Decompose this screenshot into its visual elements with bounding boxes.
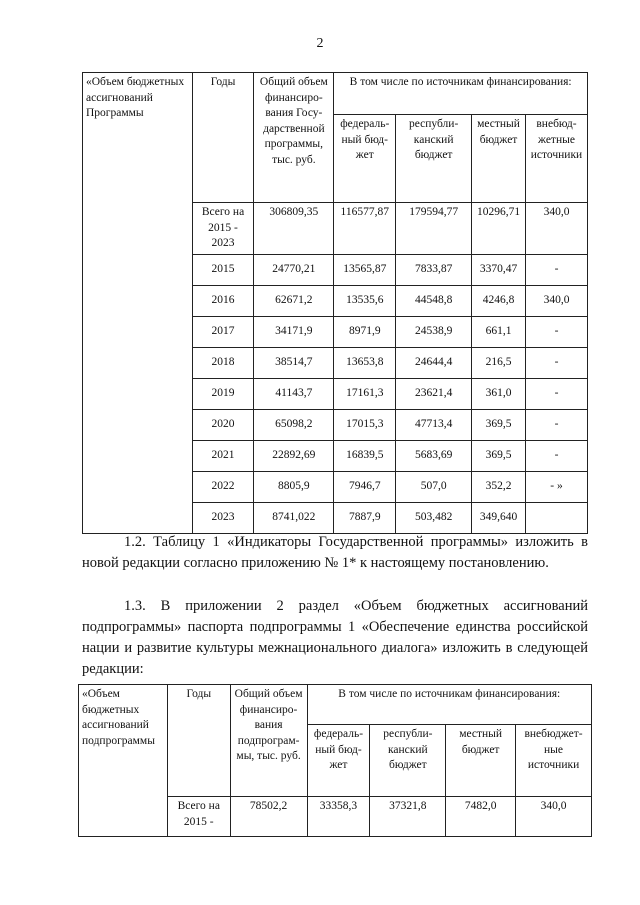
republic-cell: 507,0 [396, 472, 472, 503]
year-cell: 2017 [192, 317, 254, 348]
row-label-cell: «Объем бюджетных ассигнований подпрограммы [79, 685, 168, 837]
total-header: Общий объем финансиро-вания подпрограм-мы, тыс. руб. [230, 685, 307, 797]
extra-cell: - [526, 441, 588, 472]
extra-cell: - [526, 410, 588, 441]
year-cell: 2015 [192, 255, 254, 286]
extra-cell: 340,0 [526, 286, 588, 317]
total-cell: 8805,9 [254, 472, 334, 503]
total-header: Общий объем финансиро-вания Госу-дарственной программы, тыс. руб. [254, 73, 334, 203]
paragraph-1-2: 1.2. Таблицу 1 «Индикаторы Государственной программы» изложить в новой редакции согласно приложению № 1* к настоящему постановлению. [82, 534, 588, 571]
total-cell: 8741,022 [254, 503, 334, 534]
federal-cell: 16839,5 [334, 441, 396, 472]
republic-header: республи-канский бюджет [396, 115, 472, 203]
federal-cell: 17161,3 [334, 379, 396, 410]
local-cell: 369,5 [472, 441, 526, 472]
republic-header: республи-канский бюджет [370, 725, 446, 797]
year-cell: 2019 [192, 379, 254, 410]
republic-cell: 44548,8 [396, 286, 472, 317]
subprogram-funding-table [78, 684, 592, 837]
federal-cell: 116577,87 [334, 203, 396, 255]
extra-cell: 340,0 [516, 797, 592, 837]
federal-cell: 13653,8 [334, 348, 396, 379]
years-header: Годы [167, 685, 230, 797]
local-cell: 352,2 [472, 472, 526, 503]
total-cell: 41143,7 [254, 379, 334, 410]
year-cell: Всего на 2015 - 2023 [192, 203, 254, 255]
total-cell: 38514,7 [254, 348, 334, 379]
federal-cell: 7887,9 [334, 503, 396, 534]
row-label-cell: «Объем бюджетных ассигнований Программы [83, 73, 193, 534]
total-cell: 65098,2 [254, 410, 334, 441]
extra-header: внебюд-жетные источники [526, 115, 588, 203]
extra-cell: - » [526, 472, 588, 503]
local-cell: 361,0 [472, 379, 526, 410]
republic-cell: 503,482 [396, 503, 472, 534]
local-header: местный бюджет [446, 725, 516, 797]
local-cell: 349,640 [472, 503, 526, 534]
republic-cell: 23621,4 [396, 379, 472, 410]
republic-cell: 37321,8 [370, 797, 446, 837]
local-cell: 216,5 [472, 348, 526, 379]
total-cell: 24770,21 [254, 255, 334, 286]
total-cell: 34171,9 [254, 317, 334, 348]
republic-cell: 47713,4 [396, 410, 472, 441]
federal-cell: 13565,87 [334, 255, 396, 286]
local-cell: 661,1 [472, 317, 526, 348]
program-funding-table [82, 72, 588, 534]
extra-cell: - [526, 348, 588, 379]
total-cell: 306809,35 [254, 203, 334, 255]
federal-cell: 8971,9 [334, 317, 396, 348]
republic-cell: 5683,69 [396, 441, 472, 472]
year-cell: Всего на 2015 - [167, 797, 230, 837]
extra-cell: - [526, 317, 588, 348]
sources-group-header: В том числе по источникам финансирования: [307, 685, 591, 725]
year-cell: 2023 [192, 503, 254, 534]
total-cell: 22892,69 [254, 441, 334, 472]
republic-cell: 179594,77 [396, 203, 472, 255]
local-cell: 4246,8 [472, 286, 526, 317]
federal-header: федераль-ный бюд-жет [334, 115, 396, 203]
republic-cell: 24644,4 [396, 348, 472, 379]
extra-header: внебюджет-ные источники [516, 725, 592, 797]
year-cell: 2020 [192, 410, 254, 441]
local-cell: 7482,0 [446, 797, 516, 837]
total-cell: 62671,2 [254, 286, 334, 317]
extra-cell: - [526, 255, 588, 286]
extra-cell: - [526, 379, 588, 410]
year-cell: 2016 [192, 286, 254, 317]
extra-cell [526, 503, 588, 534]
year-cell: 2018 [192, 348, 254, 379]
federal-header: федераль-ный бюд-жет [307, 725, 370, 797]
paragraph-1-3: 1.3. В приложении 2 раздел «Объем бюджетных ассигнований подпрограммы» паспорта подпрограммы 1 «Обеспечение единства российской нации и развитие культуры межнационального диалога» изложить в следующей редакции: [82, 598, 588, 677]
local-header: местный бюджет [472, 115, 526, 203]
total-cell: 78502,2 [230, 797, 307, 837]
sources-group-header: В том числе по источникам финансирования: [334, 73, 588, 115]
federal-cell: 7946,7 [334, 472, 396, 503]
federal-cell: 13535,6 [334, 286, 396, 317]
republic-cell: 24538,9 [396, 317, 472, 348]
local-cell: 369,5 [472, 410, 526, 441]
page-number: 2 [316, 36, 324, 51]
year-cell: 2021 [192, 441, 254, 472]
local-cell: 10296,71 [472, 203, 526, 255]
federal-cell: 33358,3 [307, 797, 370, 837]
years-header: Годы [192, 73, 254, 203]
local-cell: 3370,47 [472, 255, 526, 286]
year-cell: 2022 [192, 472, 254, 503]
republic-cell: 7833,87 [396, 255, 472, 286]
extra-cell: 340,0 [526, 203, 588, 255]
federal-cell: 17015,3 [334, 410, 396, 441]
